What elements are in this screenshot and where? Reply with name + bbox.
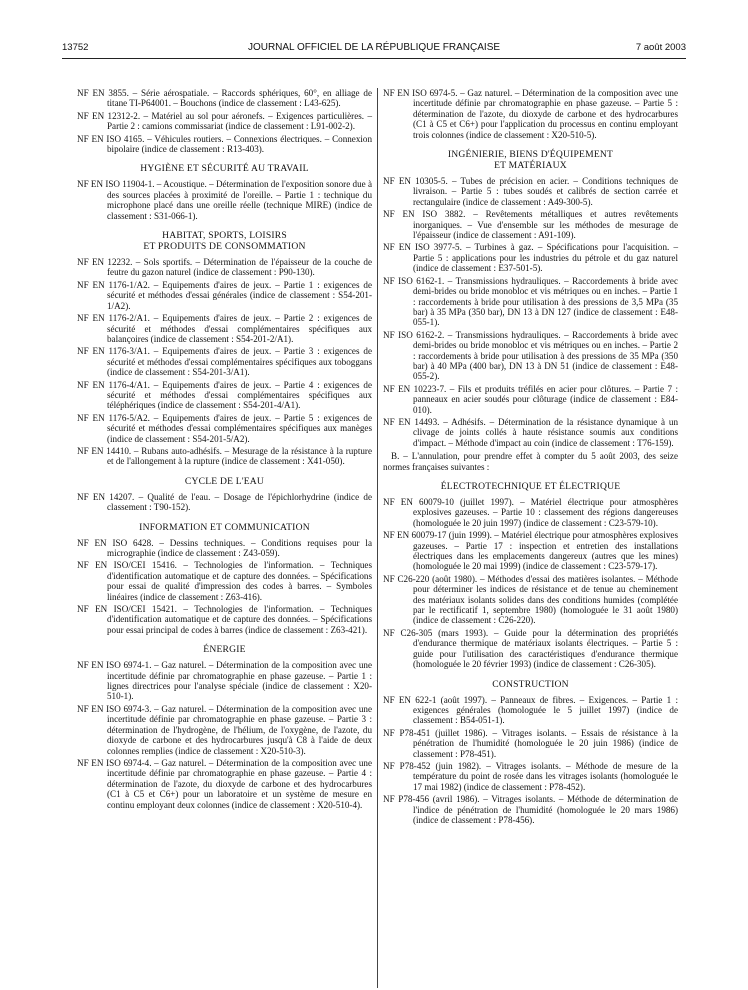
standard-entry: NF EN 1176-1/A2. – Equipements d'aires de jeux. – Partie 1 : exigences de sécurité et méthodes d'essai générales (indice de classement : S54-201-1/A2). — [77, 279, 372, 311]
standard-entry: NF EN 12232. – Sols sportifs. – Détermination de l'épaisseur de la couche de feutre du gazon naturel (indice de classement : P90-130). — [77, 257, 372, 278]
standard-entry: NF EN 60079-10 (juillet 1997). – Matériel électrique pour atmosphères explosives gazeuses. – Partie 10 : classement des régions dangereuses (homologuée le 20 juin 1997) (indice de classement : C23-579-10). — [383, 497, 678, 528]
page-number: 13752 — [62, 42, 89, 53]
standard-entry: NF P78-451 (juillet 1986). – Vitrages isolants. – Essais de résistance à la pénétration de l'humidité (homologuée le 20 juin 1986) (indice de classement : P78-451). — [383, 727, 678, 759]
left-column — [77, 88, 372, 812]
standard-entry: NF EN 14410. – Rubans auto-adhésifs. – Mesurage de la résistance à la rupture et de l'allongement à la rupture (indice de classement : X41-050). — [77, 445, 372, 467]
standard-entry: NF EN ISO 6428. – Dessins techniques. – Conditions requises pour la micrographie (indice de classement : Z43-059). — [77, 537, 372, 558]
standard-entry: NF EN 1176-4/A1. – Equipements d'aires de jeux. – Partie 4 : exigences de sécurité et méthodes d'essai complémentaires spécifiques aux téléphériques (indice de classement : S54-201-4/A1). — [77, 379, 372, 411]
standard-entry: NF ISO 6162-1. – Transmissions hydrauliques. – Raccordements à bride avec demi-brides ou bride monobloc et vis métriques ou en inches. – Partie 1 : raccordements à bride pour utilisation à des pressions de 3,5 MPa (35 bar) à 35 MPa (350 bar), DN 13 à DN 127 (indice de classement : E48-055-1). — [383, 275, 678, 328]
section-heading: INFORMATION ET COMMUNICATION — [139, 521, 310, 533]
standard-entry: NF ISO 6162-2. – Transmissions hydrauliques. – Raccordements à bride avec demi-brides ou bride monobloc et vis métriques ou en inches. – Partie 2 : raccordements à bride pour utilisation à des pressions de 35 MPa (350 bar) à 40 MPa (400 bar), DN 13 à DN 51 (indice de classement : E48-055-2). — [383, 329, 678, 382]
standard-entry: NF EN 1176-3/A1. – Equipements d'aires de jeux. – Partie 3 : exigences de sécurité et méthodes d'essai complémentaires spécifiques aux toboggans (indice de classement : S54-201-3/A1). — [77, 346, 372, 378]
issue-date: 7 août 2003 — [635, 42, 686, 53]
standard-entry: NF EN ISO 6974-5. – Gaz naturel. – Détermination de la composition avec une incertitude définie par chromatographie en phase gazeuse. – Partie 5 : détermination de l'azote, du dioxyde de carbone et des hydrocarbures (C1 à C5 et C6+) pour l'application du processus en continu employant trois colonnes (indice de classement : X20-510-5). — [383, 88, 678, 140]
standard-entry: NF P78-456 (avril 1986). – Vitrages isolants. – Méthode de détermination de l'indice de pénétration de l'humidité (homologuée le 20 mars 1986) (indice de classement : P78-456). — [383, 794, 678, 825]
standard-entry: NF EN 14207. – Qualité de l'eau. – Dosage de l'épichlorhydrine (indice de classement : T90-152). — [77, 491, 372, 513]
section-heading: ÉNERGIE — [203, 644, 246, 656]
standard-entry: NF EN ISO 3882. – Revêtements métalliques et autres revêtements inorganiques. – Vue d'ensemble sur les méthodes de mesurage de l'épaisseur (indice de classement : A91-109). — [383, 209, 678, 241]
standard-entry: NF EN ISO 3977-5. – Turbines à gaz. – Spécifications pour l'acquisition. – Partie 5 : applications pour les industries du pétrole et du gaz naturel (indice de classement : E37-501-5). — [383, 242, 678, 274]
standard-entry: NF C26-305 (mars 1993). – Guide pour la détermination des propriétés d'endurance thermique de matériaux isolants électriques. – Partie 5 : guide pour l'utilisation des caractéristiques d'endurance thermique (homologuée le 20 février 1993) (indice de classement : C26-305). — [383, 627, 678, 670]
standard-entry: NF EN ISO 6974-3. – Gaz naturel. – Détermination de la composition avec une incertitude définie par chromatographie en phase gazeuse. – Partie 3 : détermination de l'hydrogène, de l'hélium, de l'oxygène, de l'azote, du dioxyde de carbone et des hydrocarbures jusqu'à C8 à l'aide de deux colonnes remplies (indice de classement : X20-510-3). — [77, 703, 372, 756]
standard-entry: NF EN ISO 4165. – Véhicules routiers. – Connexions électriques. – Connexion bipolaire (indice de classement : R13-403). — [77, 133, 372, 155]
standard-entry: NF EN 60079-17 (juin 1999). – Matériel électrique pour atmosphères explosives gazeuses. – Partie 17 : inspection et entretien des installations électriques dans les emplacements dangereux (autres que les mines) (homologuée le 20 mai 1999) (indice de classement : C23-579-17). — [383, 530, 678, 572]
journal-title: JOURNAL OFFICIEL DE LA RÉPUBLIQUE FRANÇAISE — [247, 42, 501, 53]
section-heading: INGÉNIERIE, BIENS D'ÉQUIPEMENT ET MATÉRIAUX — [447, 149, 614, 172]
section-heading: ÉLECTROTECHNIQUE ET ÉLECTRIQUE — [440, 481, 621, 492]
standard-entry: NF EN 622-1 (août 1997). – Panneaux de fibres. – Exigences. – Partie 1 : exigences générales (homologuée le 5 juillet 1997) (indice de classement : B54-051-1). — [383, 694, 678, 726]
standard-entry: NF EN ISO 11904-1. – Acoustique. – Détermination de l'exposition sonore due à des sources placées à proximité de l'oreille. – Partie 1 : technique du microphone placé dans une oreille réelle (technique MIRE) (indice de classement : S31-066-1). — [77, 179, 372, 221]
standard-entry: NF EN 1176-5/A2. – Equipements d'aires de jeux. – Partie 5 : exigences de sécurité et méthodes d'essai complémentaires spécifiques aux manèges (indice de classement : S54-201-5/A2). — [77, 412, 372, 444]
section-heading: CYCLE DE L'EAU — [184, 475, 265, 487]
standard-entry: NF EN 10305-5. – Tubes de précision en acier. – Conditions techniques de livraison. – Partie 5 : tubes soudés et calibrés de section carrée et rectangulaire (indice de classement : A49-300-5). — [383, 176, 678, 207]
section-heading: HABITAT, SPORTS, LOISIRS ET PRODUITS DE CONSOMMATION — [143, 230, 306, 253]
section-heading: CONSTRUCTION — [492, 678, 569, 690]
header-rule — [62, 58, 686, 59]
column-divider — [377, 88, 378, 988]
standard-entry: NF EN 12312-2. – Matériel au sol pour aéronefs. – Exigences particulières. – Partie 2 : camions commissariat (indice de classement : L91-002-2). — [77, 110, 372, 132]
standard-entry: NF EN 3855. – Série aérospatiale. – Raccords sphériques, 60°, en alliage de titane TI-P64001. – Bouchons (indice de classement : L43-625). — [77, 88, 372, 109]
paragraph: B. – L'annulation, pour prendre effet à compter du 5 août 2003, des seize normes françaises suivantes : — [383, 451, 678, 472]
standard-entry: NF EN 10223-7. – Fils et produits tréfilés en acier pour clôtures. – Partie 7 : panneaux en acier soudés pour clôturage (indice de classement : E84-010). — [383, 383, 678, 415]
right-column — [383, 88, 678, 827]
standard-entry: NF EN ISO 6974-1. – Gaz naturel. – Détermination de la composition avec une incertitude définie par chromatographie en phase gazeuse. – Partie 1 : lignes directrices pour l'analyse spéciale (indice de classement : X20-510-1). — [77, 660, 372, 702]
standard-entry: NF EN ISO/CEI 15421. – Technologies de l'information. – Techniques d'identification automatique et de capture des données. – Spécifications pour essai principal de codes à barres (indice de classement : Z63-421). — [77, 604, 372, 635]
standard-entry: NF EN ISO 6974-4. – Gaz naturel. – Détermination de la composition avec une incertitude définie par chromatographie en phase gazeuse. – Partie 4 : détermination de l'azote, du dioxyde de carbone et des hydrocarbures (C1 à C5 et C6+) pour un laboratoire et un système de mesure en continu employant deux colonnes (indice de classement : X20-510-4). — [77, 757, 372, 810]
standard-entry: NF P78-452 (juin 1982). – Vitrages isolants. – Méthode de mesure de la température du point de rosée dans les vitrages isolants (homologuée le 17 mai 1982) (indice de classement : P78-452). — [383, 760, 678, 792]
standard-entry: NF EN 1176-2/A1. – Equipements d'aires de jeux. – Partie 2 : exigences de sécurité et méthodes d'essai complémentaires spécifiques aux balançoires (indice de classement : S54-201-2/A1). — [77, 313, 372, 344]
standard-entry: NF EN 14493. – Adhésifs. – Détermination de la résistance dynamique à un clivage de joints collés à haute résistance soumis aux conditions d'impact. – Méthode d'impact au coin (indice de classement : T76-159). — [383, 416, 678, 448]
section-heading: HYGIÈNE ET SÉCURITÉ AU TRAVAIL — [140, 163, 309, 175]
standard-entry: NF C26-220 (août 1980). – Méthodes d'essai des matières isolantes. – Méthode pour déterminer les indices de résistance et de tenue au cheminement des matériaux isolants solides dans des conditions humides (complétée par le rectificatif 1, septembre 1980) (homologuée le 31 août 1980) (indice de classement : C26-220). — [383, 573, 678, 626]
page-header — [62, 42, 686, 56]
standard-entry: NF EN ISO/CEI 15416. – Technologies de l'information. – Techniques d'identification automatique et de capture des données. – Spécifications pour essai de qualité d'impression des codes à barres. – Symboles linéaires (indice de classement : Z63-416). — [77, 560, 372, 602]
